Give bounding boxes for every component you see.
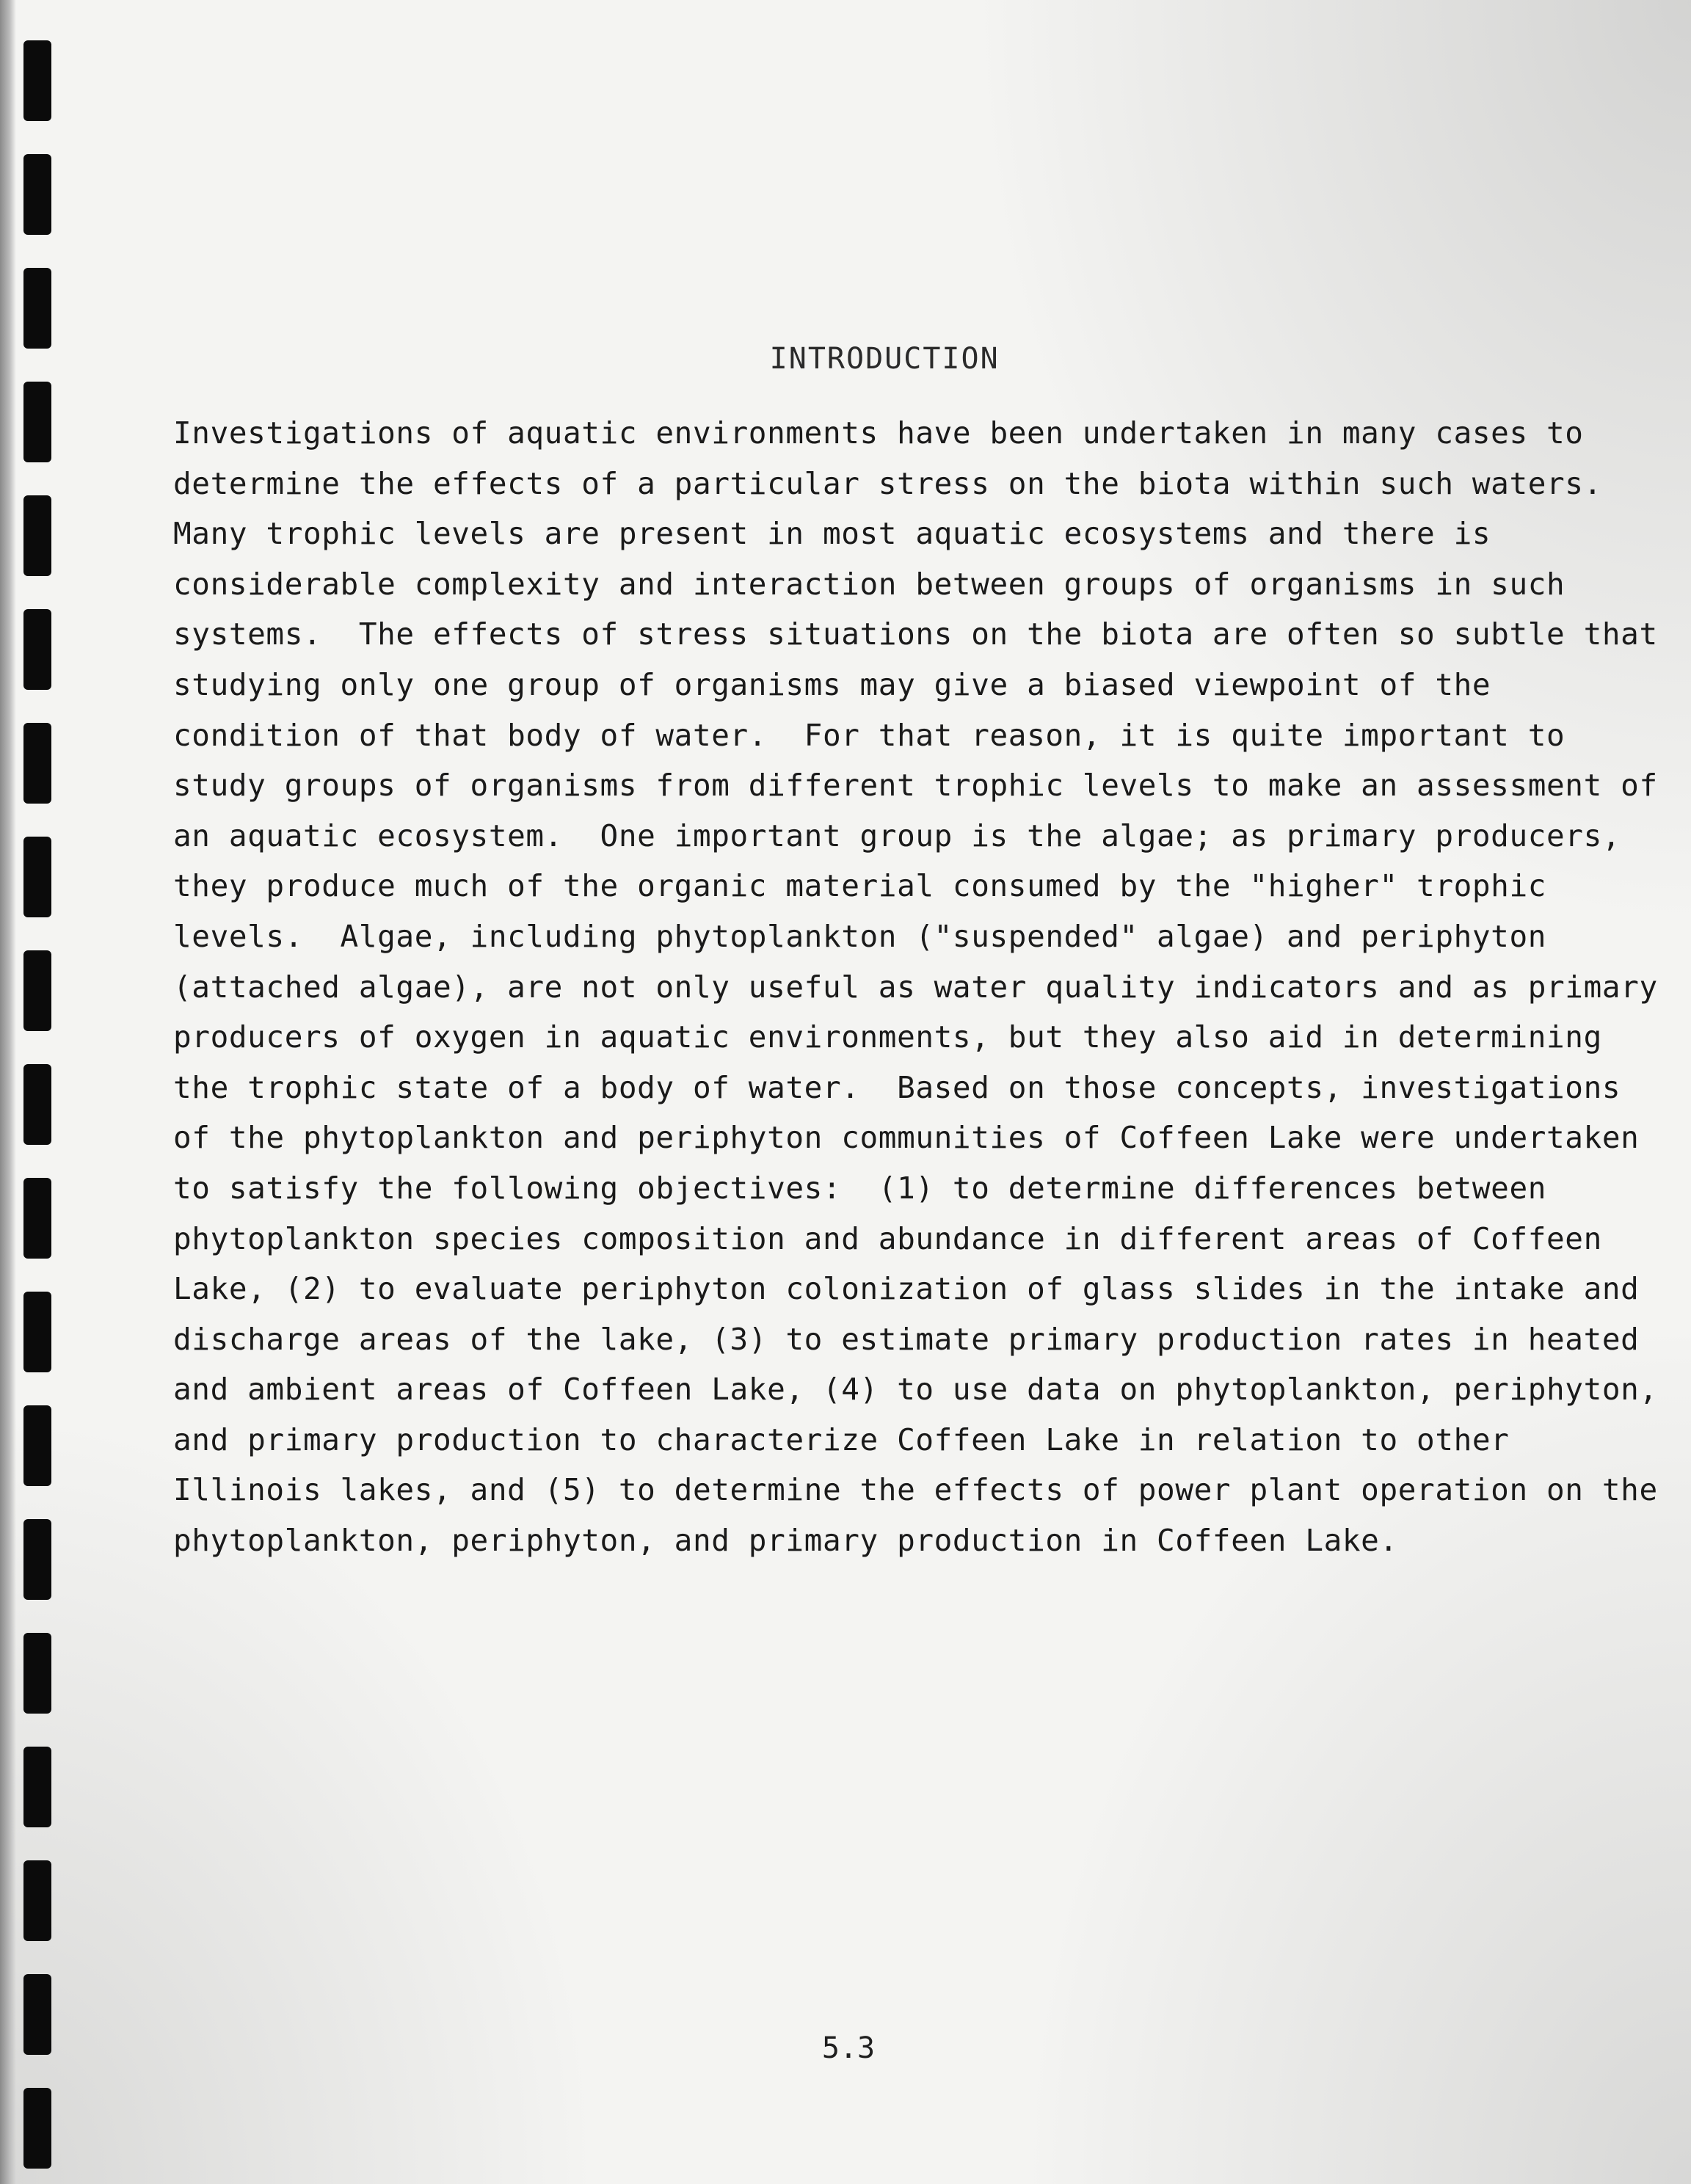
title-text: INTRODUCTION [769,342,1000,376]
binding-hole [23,40,51,121]
binding-hole [23,154,51,235]
body-line: systems. The effects of stress situations on the biota are often so subtle that [173,616,1658,652]
body-line: phytoplankton species composition and abundance in different areas of Coffeen [173,1220,1602,1256]
body-line: Lake, (2) to evaluate periphyton colonization of glass slides in the intake and [173,1271,1640,1307]
body-line: the trophic state of a body of water. Based on those concepts, investigations [173,1069,1621,1105]
binding-hole [23,1519,51,1600]
body-line: Many trophic levels are present in most aquatic ecosystems and there is [173,516,1491,552]
introduction-body [173,408,1658,1566]
binding-hole [23,723,51,804]
binding-hole [23,495,51,576]
body-line: levels. Algae, including phytoplankton ("suspended" algae) and periphyton [173,918,1547,954]
binding-hole [23,1405,51,1486]
page-title [0,308,1691,410]
body-line: Illinois lakes, and (5) to determine the effects of power plant operation on the [173,1472,1658,1508]
binding-hole [23,950,51,1031]
body-line: determine the effects of a particular stress on the biota within such waters. [173,465,1602,501]
body-line: studying only one group of organisms may give a biased viewpoint of the [173,666,1491,702]
binding-hole [23,1064,51,1145]
binding-hole [23,837,51,917]
binding-hole [23,1633,51,1714]
page-number: 5.3 [821,2031,876,2065]
binding-hole [23,1292,51,1372]
body-line: of the phytoplankton and periphyton communities of Coffeen Lake were undertaken [173,1120,1640,1156]
binding-hole [23,609,51,690]
binding-hole [23,2088,51,2169]
body-line: and ambient areas of Coffeen Lake, (4) to use data on phytoplankton, periphyton, [173,1372,1658,1408]
body-line: producers of oxygen in aquatic environments, but they also aid in determining [173,1019,1602,1055]
binding-hole [23,1747,51,1827]
body-line: to satisfy the following objectives: (1) to determine differences between [173,1170,1547,1206]
body-line: phytoplankton, periphyton, and primary production in Coffeen Lake. [173,1523,1398,1559]
body-line: condition of that body of water. For that reason, it is quite important to [173,717,1565,753]
body-line: (attached algae), are not only useful as water quality indicators and as primary [173,969,1658,1005]
binding-hole [23,1178,51,1259]
binding-hole [23,1860,51,1941]
body-line: considerable complexity and interaction between groups of organisms in such [173,566,1565,602]
body-line: study groups of organisms from different trophic levels to make an assessment of [173,768,1658,804]
body-line: and primary production to characterize Coffeen Lake in relation to other [173,1422,1510,1457]
body-line: an aquatic ecosystem. One important group is the algae; as primary producers, [173,818,1621,853]
body-line: discharge areas of the lake, (3) to estimate primary production rates in heated [173,1321,1640,1357]
body-line: they produce much of the organic material consumed by the "higher" trophic [173,868,1547,904]
body-line: Investigations of aquatic environments have been undertaken in many cases to [173,415,1584,451]
